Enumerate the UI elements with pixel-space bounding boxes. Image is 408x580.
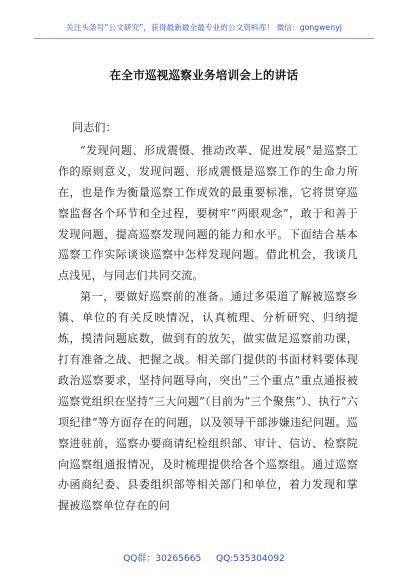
footer-contact [0, 551, 408, 564]
document-title: 在全市巡视巡察业务培训会上的讲话 [109, 68, 299, 82]
footer-qq-number: QQ:535304092 [216, 554, 285, 564]
salutation: 同志们： [72, 121, 117, 134]
header-notice: 关注头条号“公文研究”，获得最新最全最专业的公文资料库！ 微信：gongwenyj [66, 23, 342, 32]
paragraph-1: “发现问题、形成震慑、推动改革、促进发展”是巡察工作的原则意义，发现问题、形成震慑是巡察工作的生命力所在，也是作为衡量巡察工作成效的最重要标准，它将贯穿巡察监督各个环节和全过程，要树牢“两眼观念”，敢于和善于发现问题，提高巡察发现问题的能力和水平。下面结合基本巡察工作实际谈谈巡察中怎样发现问题。借此机会，我谈几点浅见，与同志们共同交流。 [58, 143, 358, 283]
document-body [58, 118, 358, 517]
header-divider [34, 38, 374, 39]
footer-qq-group: QQ群：30265665 [123, 554, 202, 564]
paragraph-2: 第一，要做好巡察前的准备。通过多渠道了解被巡察乡镇、单位的有关反映情况，认真梳理、分析研究、归纳提炼，摸清问题底数，做到有的放矢，做实做足巡察前功课，打有准备之战、把握之战。相关部门提供的书面材料要体现政治巡察要求，坚持问题导向，突出“三个重点”重点通报被巡察党组织在坚持“三大问题”（目前为“三个聚焦”）、执行“六项纪律”等方面存在的问题，以及领导干部涉嫌违纪问题。巡察进驻前，巡察办要商请纪检组织部、审计、信访、检察院向巡察组通报情况，及时梳理提供给各个巡察组。通过巡察办函商纪委、县委组织部等相关部门和单位，着力发现和掌握被巡察单位存在的问 [58, 290, 358, 513]
